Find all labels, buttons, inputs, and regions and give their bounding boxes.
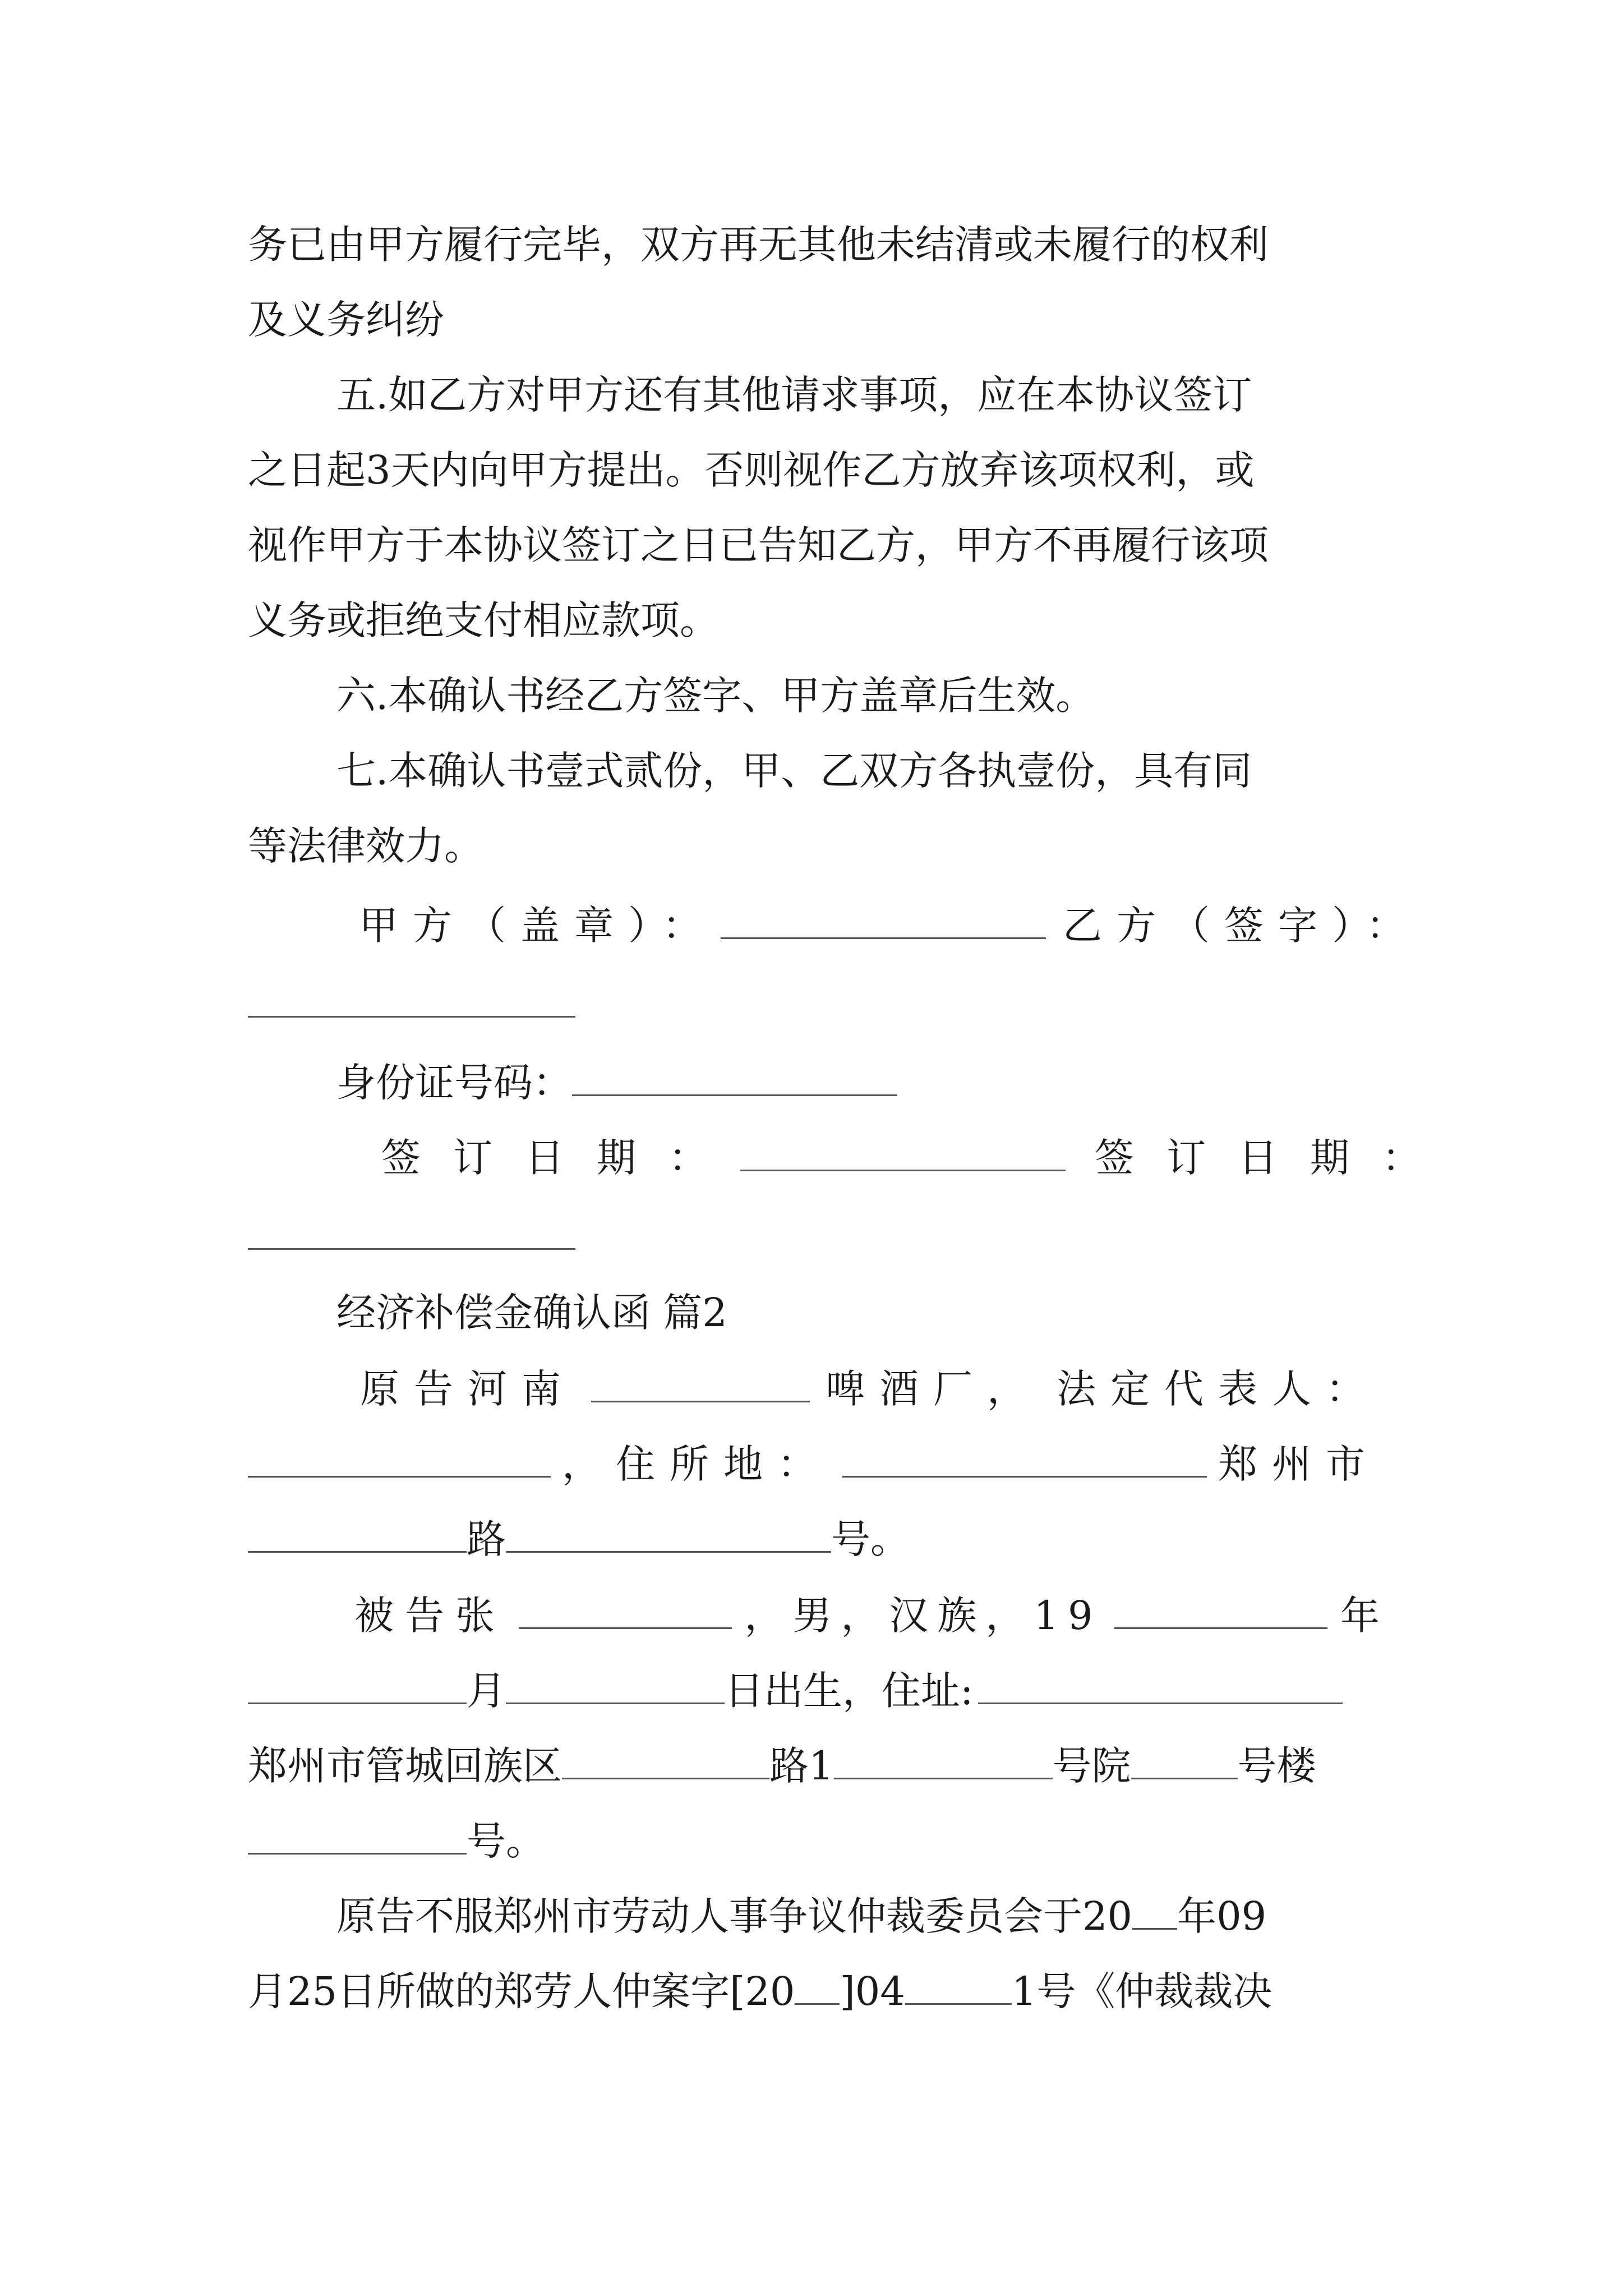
signing-date-blank-b [248, 1209, 575, 1250]
defendant-line-1 [354, 1588, 1380, 1644]
road-number-blank [506, 1512, 831, 1553]
paragraph-5-line-1: 五.如乙方对甲方还有其他请求事项，应在本协议签订 [336, 372, 1252, 418]
case-number-mid: ]04 [840, 1968, 905, 2014]
courtyard-label: 号院 [1052, 1743, 1131, 1789]
case-number-suffix: 1号《仲裁裁决 [1011, 1968, 1272, 2014]
district-road-blank [562, 1738, 769, 1779]
paragraph-7-line-1: 七.本确认书壹式贰份，甲、乙双方各执壹份，具有同 [336, 748, 1252, 794]
defendant-line-3 [248, 1738, 1380, 1794]
road-name-blank [248, 1512, 467, 1553]
defendant-name-blank [519, 1588, 732, 1629]
birth-day-blank [506, 1663, 725, 1704]
address-blank [978, 1663, 1343, 1704]
birth-address-label: 日出生，住址: [725, 1668, 974, 1714]
party-a-seal-blank [721, 898, 1046, 939]
building-blank [1131, 1738, 1238, 1779]
birth-month-blank [248, 1663, 467, 1704]
case-number-blank [905, 1964, 1012, 2005]
appeal-case-prefix: 月25日所做的郑劳人仲案字[20 [248, 1968, 795, 2014]
paragraph-6: 六.本确认书经乙方签字、甲方盖章后生效。 [336, 673, 1095, 719]
defendant-prefix: 被告张 [354, 1593, 506, 1639]
plaintiff-brewery: 啤酒厂， [826, 1366, 1041, 1412]
residence-label: ，住所地： [562, 1441, 831, 1487]
paragraph-7-line-2: 等法律效力。 [248, 823, 483, 869]
signing-date-blank-a [740, 1130, 1066, 1171]
road-label: 路 [467, 1516, 506, 1562]
signing-date-line [381, 1130, 1454, 1186]
section-2-title: 经济补偿金确认函 篇2 [336, 1290, 727, 1336]
residence-blank [842, 1437, 1207, 1478]
party-b-signature-blank [248, 977, 575, 1018]
road-1-label: 路1 [769, 1743, 834, 1789]
appeal-year-suffix: 年09 [1177, 1893, 1267, 1939]
year-label: 年 [1340, 1593, 1380, 1639]
paragraph-5-line-2: 之日起3天内向甲方提出。否则视作乙方放弃该项权利，或 [248, 447, 1255, 493]
unit-number-blank [248, 1814, 467, 1855]
month-label: 月 [467, 1668, 506, 1714]
legal-rep-blank [248, 1437, 551, 1478]
number-suffix: 号。 [831, 1516, 910, 1562]
signing-date-b-line [248, 1208, 1380, 1264]
paragraph-5-line-3: 视作甲方于本协议签订之日已告知乙方，甲方不再履行该项 [248, 522, 1269, 568]
plaintiff-prefix: 原告河南 [360, 1366, 575, 1412]
courtyard-blank [834, 1738, 1053, 1779]
paragraph-5-line-4: 义务或拒绝支付相应款项。 [248, 597, 719, 643]
paragraph-4-line-1: 务已由甲方履行完毕，双方再无其他未结清或未履行的权利 [248, 222, 1269, 268]
case-year-blank [795, 1964, 840, 2005]
plaintiff-line-1 [360, 1361, 1380, 1417]
id-number-blank [572, 1055, 897, 1096]
defendant-line-2 [248, 1663, 1380, 1719]
party-b-signature-line [248, 976, 1380, 1032]
appeal-line-2 [248, 1963, 1380, 2019]
signing-date-label-b: 签订日期： [1095, 1135, 1454, 1181]
plaintiff-line-2 [248, 1436, 1380, 1492]
defendant-line-4 [248, 1813, 1380, 1869]
birth-year-blank [1114, 1588, 1327, 1629]
district-label: 郑州市管城回族区 [248, 1743, 562, 1789]
appeal-line-1 [336, 1888, 1380, 1944]
id-number-label: 身份证号码： [336, 1060, 572, 1106]
paragraph-4-line-2: 及义务纠纷 [248, 297, 444, 343]
signing-date-label-a: 签订日期： [381, 1135, 740, 1181]
building-label: 号楼 [1237, 1743, 1316, 1789]
appeal-intro: 原告不服郑州市劳动人事争议仲裁委员会于20 [336, 1893, 1133, 1939]
defendant-details: ，男，汉族，19 [744, 1593, 1102, 1639]
signature-party-line [359, 898, 1420, 954]
party-a-seal-label: 甲方（盖章）： [359, 903, 716, 949]
unit-suffix: 号。 [467, 1818, 545, 1864]
legal-rep-label: 法定代表人： [1057, 1366, 1380, 1412]
appeal-year-blank [1132, 1889, 1177, 1930]
plaintiff-line-3 [248, 1511, 1380, 1567]
city-label: 郑州市 [1218, 1441, 1380, 1487]
id-number-line [336, 1055, 1380, 1111]
party-b-signature-label: 乙方（签字）： [1063, 903, 1420, 949]
brewery-name-blank [591, 1361, 810, 1402]
